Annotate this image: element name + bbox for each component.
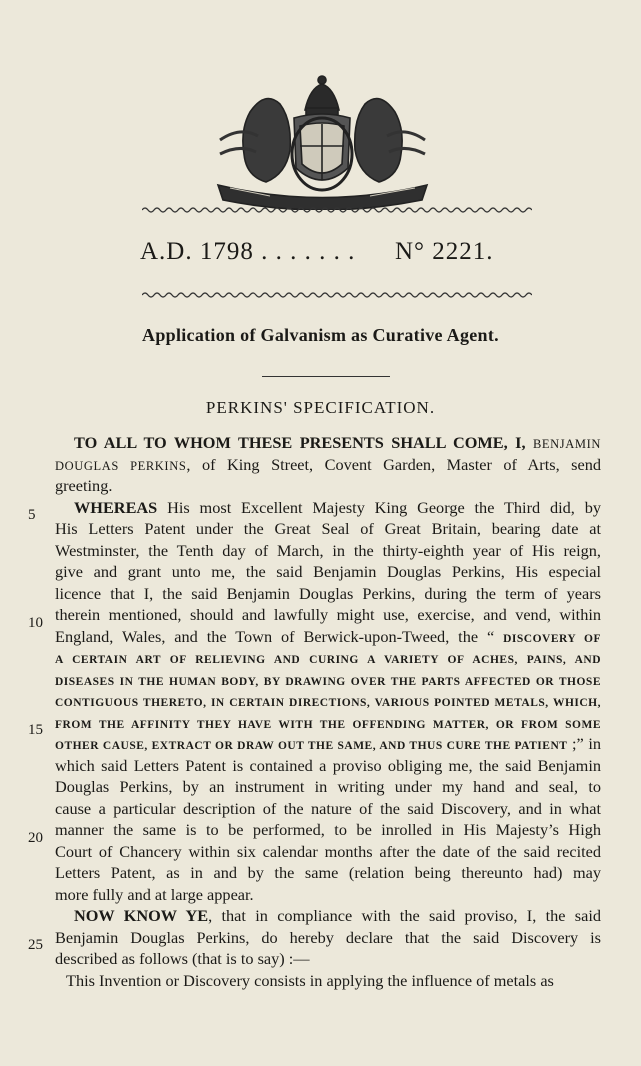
text-run: DOUGLAS PERKINS (55, 458, 187, 473)
text-line (55, 927, 601, 948)
text-run: greeting. (55, 476, 113, 495)
document-title: Application of Galvanism as Curative Agent. (142, 325, 499, 345)
text-run: manner the same is to be performed, to be inrolled in His Majesty’s High (55, 820, 601, 839)
text-line (55, 647, 601, 671)
text-line (55, 475, 601, 496)
text-line (55, 626, 601, 650)
text-run: Letters Patent, as in and by the same (relation being thereunto had) may (55, 863, 601, 882)
text-run: TO ALL TO WHOM THESE PRESENTS SHALL COME, I, (74, 433, 533, 452)
text-line (55, 518, 601, 539)
royal-coat-of-arms-icon (210, 70, 435, 210)
text-run: licence that I, the said Benjamin Douglas Perkins, during the term of years (55, 583, 601, 603)
text-line (55, 540, 601, 561)
text-line (55, 604, 601, 625)
text-run: His most Excellent Majesty King George the Third did, by (157, 497, 601, 517)
text-line (74, 432, 601, 455)
text-run: , of King Street, Covent Garden, Master of Arts, send (186, 454, 601, 474)
text-run: Douglas Perkins, by an instrument in writing under my hand and seal, to (55, 777, 601, 796)
text-run: BENJAMIN (533, 437, 601, 451)
text-line (55, 561, 601, 582)
text-run: His Letters Patent under the Great Seal of Great Britain, bearing date at (55, 519, 601, 538)
wavy-rule-top (142, 205, 532, 215)
line-number: 20 (28, 829, 43, 846)
text-run: CONTIGUOUS THERETO, IN CERTAIN DIRECTIONS, VARIOUS POINTED METALS, WHICH, (55, 697, 601, 709)
text-line (55, 755, 601, 776)
text-run: England, Wales, and the Town of Berwick-upon-Tweed, the “ (55, 626, 504, 646)
text-line (55, 841, 601, 862)
text-line (74, 497, 601, 518)
text-run: DISEASES IN THE HUMAN BODY, BY DRAWING OVER THE PARTS AFFECTED OR THOSE (55, 675, 601, 688)
text-run: DISCOVERY OF (503, 632, 601, 645)
text-line (74, 905, 601, 926)
text-run: give and grant unto me, the said Benjamin Douglas Perkins, His especial (55, 562, 601, 581)
text-line (55, 454, 601, 477)
text-line (55, 862, 601, 883)
patent-year: A.D. 1798 . . . . . . . (140, 238, 356, 265)
text-line (55, 690, 601, 714)
text-line (55, 948, 601, 969)
specification-heading: PERKINS' SPECIFICATION. (205, 398, 436, 417)
text-run: Benjamin Douglas Perkins, do hereby declare that the said Discovery is (55, 927, 601, 947)
text-run: , that in compliance with the said proviso, I, the said (208, 906, 601, 925)
text-line (55, 884, 601, 905)
text-run: Westminster, the Tenth day of March, in the thirty-eighth year of His reign, (55, 540, 601, 560)
text-line (55, 819, 601, 840)
text-run: which said Letters Patent is contained a proviso obliging me, the said Benjamin (55, 755, 601, 775)
text-run: therein mentioned, should and lawfully might use, exercise, and vend, within (55, 605, 601, 624)
text-run: Court of Chancery within six calendar months after the date of the said recited (55, 841, 601, 861)
line-number: 5 (28, 507, 36, 523)
text-run: FROM THE AFFINITY THEY HAVE WITH THE OFFENDING MATTER, OR FROM SOME (55, 718, 601, 731)
text-run: ;” in (567, 734, 601, 753)
text-line (55, 669, 601, 693)
text-line (55, 712, 601, 736)
text-run: cause a particular description of the nature of the said Discovery, and in what (55, 798, 601, 818)
line-number: 25 (28, 937, 43, 953)
text-run: OTHER CAUSE, EXTRACT OR DRAW OUT THE SAME, AND THUS CURE THE PATIENT (55, 740, 568, 752)
text-run: more fully and at large appear. (55, 884, 254, 904)
text-run: NOW KNOW YE (74, 906, 209, 925)
line-number: 10 (28, 614, 43, 631)
text-run: WHEREAS (74, 497, 158, 517)
text-line (55, 798, 601, 819)
patent-number: N° 2221. (395, 238, 494, 265)
patent-header (140, 238, 540, 266)
text-run: described as follows (that is to say) :— (55, 949, 310, 968)
line-number: 15 (28, 722, 43, 738)
text-line (55, 733, 601, 757)
text-line (55, 776, 601, 797)
text-run: This Invention or Discovery consists in applying the influence of metals as (66, 970, 554, 990)
text-run: A CERTAIN ART OF RELIEVING AND CURING A VARIETY OF ACHES, PAINS, AND (55, 654, 601, 666)
text-line (55, 583, 601, 604)
wavy-rule-bottom (142, 290, 532, 300)
text-line (66, 970, 601, 991)
divider (262, 376, 390, 377)
